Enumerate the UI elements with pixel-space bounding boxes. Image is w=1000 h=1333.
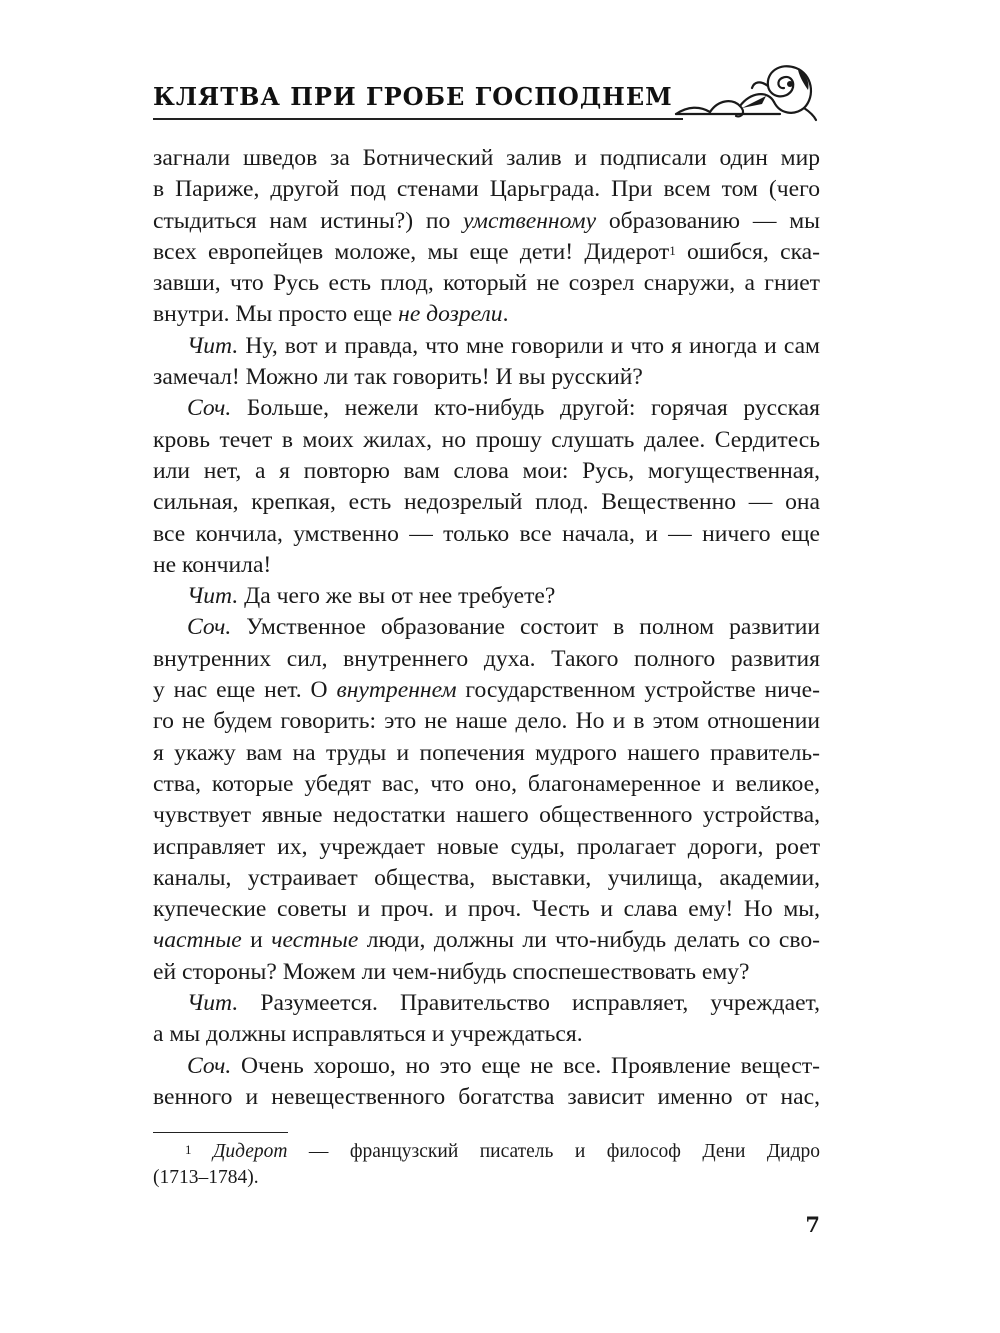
italic-emphasis: честные [271, 927, 359, 954]
running-title: КЛЯТВА ПРИ ГРОБЕ ГОСПОДНЕМ [153, 82, 673, 111]
ornament-flourish-icon [670, 56, 820, 122]
text-line: замечал! Можно ли так говорить! И вы русский? [153, 364, 643, 391]
footnote-line: (1713–1784). [153, 1167, 259, 1188]
page-number: 7 [805, 1212, 820, 1237]
header-rule [153, 118, 683, 120]
text-line: Чит. Разумеется. Правительство исправляет, учреждает, [187, 990, 820, 1017]
text-line: внутри. Мы просто еще не дозрели. [153, 301, 509, 328]
speaker-label: Соч. [187, 395, 232, 422]
text-line: а мы должны исправляться и учреждаться. [153, 1021, 583, 1048]
text-line: завши, что Русь есть плод, который не созрел снаружи, а гниет [153, 270, 820, 297]
paragraph-continuation [153, 143, 820, 331]
footnote-line: $^1$ Дидерот — французский писатель и философ Дени Дидро [185, 1141, 820, 1162]
text-line: у нас еще нет. О внутреннем государственном устройстве ниче- [153, 677, 820, 704]
text-line: чувствует явные недостатки нашего общественного устройства, [153, 802, 820, 829]
speaker-label: Чит. [187, 332, 239, 359]
running-head [153, 78, 820, 120]
text-line: ства, которые убедят вас, что оно, благонамеренное и великое, [153, 770, 820, 797]
text-line: загнали шведов за Ботнический залив и подписали один мир [153, 145, 820, 171]
text-line: венного и невещественного богатства зависит именно от нас, [153, 1083, 820, 1110]
speaker-label: Соч. [187, 614, 232, 641]
text-line: или нет, а я повторю вам слова мои: Русь, могущественная, [153, 457, 820, 484]
speaker-label: Чит. [187, 990, 239, 1017]
dialogue-paragraph [153, 331, 820, 394]
text-line: Соч. Умственное образование состоит в полном развитии [187, 614, 820, 641]
text-line: Соч. Больше, нежели кто-нибудь другой: горячая русская [187, 395, 820, 422]
text-line: го не будем говорить: это не наше дело. Но и в этом отношении [153, 708, 820, 735]
italic-emphasis: умственному [463, 207, 597, 234]
text-line: Чит. Да чего же вы от нее требуете? [187, 583, 556, 610]
dialogue-paragraph [153, 1051, 820, 1114]
text-line: Чит. Ну, вот и правда, что мне говорили и что я иногда и сам [187, 332, 820, 359]
footnote-mark: 1 [185, 1142, 192, 1157]
footnote-ref: 1 [669, 242, 676, 258]
dialogue-paragraph [153, 581, 820, 612]
text-line: в Париже, другой под стенами Царьграда. При всем том (чего [153, 176, 820, 203]
italic-emphasis: внутреннем [336, 677, 457, 704]
text-line: внутренних сил, внутреннего духа. Такого полного развития [153, 645, 820, 672]
text-line: купеческие советы и проч. и проч. Честь и слава ему! Но мы, [153, 896, 820, 923]
text-line: не кончила! [153, 551, 272, 578]
text-line: каналы, устраивает общества, выставки, училища, академии, [153, 864, 820, 891]
text-line: Соч. Очень хорошо, но это еще не все. Проявление вещест- [187, 1052, 820, 1079]
footnote-rule [153, 1132, 288, 1133]
text-line: все кончила, умственно — только все начала, и — ничего еще [153, 520, 820, 547]
body-text [153, 143, 820, 1113]
text-line: ей стороны? Можем ли чем-нибудь споспешествовать ему? [153, 958, 750, 985]
text-line: стыдиться нам истины?) по умственному образованию — мы [153, 207, 820, 234]
text-line: исправляет их, учреждает новые суды, пролагает дороги, роет [153, 833, 820, 860]
speaker-label: Чит. [187, 583, 239, 610]
text-line: сильная, крепкая, есть недозрелый плод. Вещественно — она [153, 489, 820, 516]
dialogue-paragraph [153, 393, 820, 581]
text-line: я укажу вам на труды и попечения мудрого нашего правитель- [153, 739, 820, 766]
text-line: всех европейцев моложе, мы еще дети! Дидерот$^1$ ошибся, ска- [153, 238, 820, 265]
text-line: кровь течет в моих жилах, но прошу слушать далее. Сердитесь [153, 426, 820, 453]
italic-emphasis: частные [153, 927, 242, 954]
footnote [153, 1139, 820, 1191]
dialogue-paragraph [153, 612, 820, 988]
italic-emphasis: не дозрели [398, 301, 503, 328]
speaker-label: Соч. [187, 1052, 232, 1079]
dialogue-paragraph [153, 988, 820, 1051]
footnote-term: Дидерот [212, 1141, 288, 1162]
text-line: частные и честные люди, должны ли что-нибудь делать со сво- [153, 927, 820, 954]
